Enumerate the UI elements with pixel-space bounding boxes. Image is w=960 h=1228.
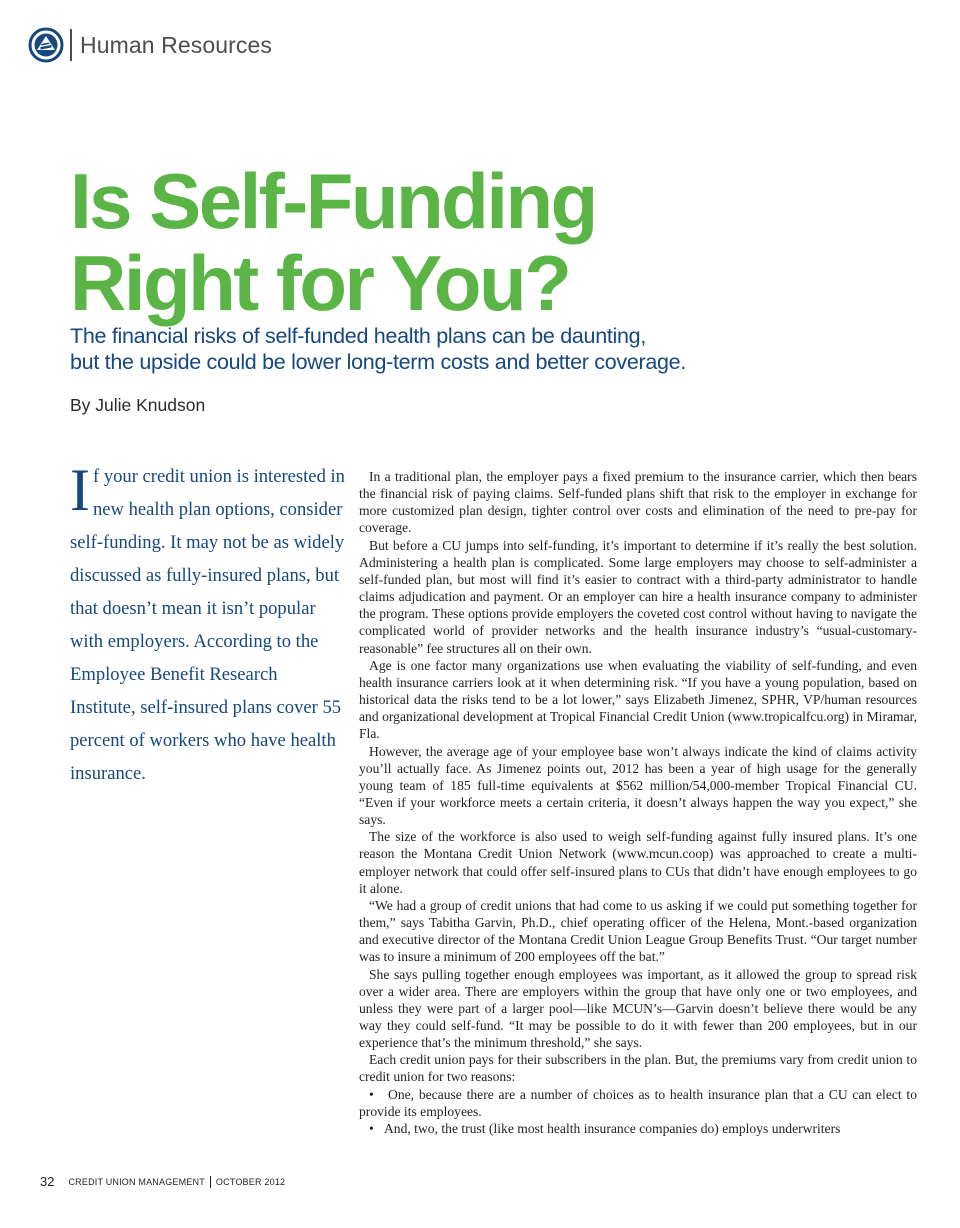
body-paragraph: The size of the workforce is also used to weigh self-funding against fully insured plans. It’s one reason the Montana Credit Union Network (www.mcun.coop) was approached to create a multi-employer network that could offer self-insured plans to CUs that didn’t have enough employees to go it alone. — [359, 829, 917, 896]
bullet-text: And, two, the trust (like most health insurance companies do) employs underwriters — [383, 1120, 841, 1136]
body-paragraph: However, the average age of your employee base won’t always indicate the kind of claims activity you’ll actually face. As Jimenez points out, 2012 has been a year of high usage for the generally young team of 185 full-time equivalents at $562 million/54,000-member Tropical Financial CU. “Even if your workforce meets a certain criteria, it doesn’t always happen the way you expect,” she says. — [359, 743, 917, 828]
body-paragraph: Each credit union pays for their subscribers in the plan. But, the premiums vary from credit union to credit union for two reasons: — [359, 1052, 917, 1085]
credit-union-logo-icon — [28, 27, 64, 63]
deck-line-2: but the upside could be lower long-term costs and better coverage. — [70, 349, 687, 374]
body-paragraph: Age is one factor many organizations use when evaluating the viability of self-funding, and even health insurance carriers look at it when determining risk. “If you have a young population, based on historical data the risks tend to be a lot lower,” says Elizabeth Jimenez, SPHR, VP/human resources and organizational development at Tropical Financial Credit Union (www.tropicalfcu.org) in Miramar, Fla. — [359, 657, 917, 742]
title-line-1: Is Self-Funding — [70, 157, 596, 245]
page-number: 32 — [40, 1174, 55, 1189]
body-paragraph: In a traditional plan, the employer pays a fixed premium to the insurance carrier, which then bears the financial risk of paying claims. Self-funded plans shift that risk to the employer in exchange for more customized plan design, tighter control over costs and elimination of the need to pre-pay for coverage. — [359, 469, 917, 536]
bullet-text: One, because there are a number of choices as to health insurance plan that a CU can elect to provide its employees. — [359, 1086, 918, 1119]
page-footer — [40, 1174, 285, 1189]
pull-quote-text: f your credit union is interested in new health plan options, consider self-funding. It may not be as widely discussed as fully-insured plans, but that doesn’t mean it isn’t popular with employers. According to the Employee Benefit Research Institute, self-insured plans cover 55 percent of workers who have health insurance. — [70, 466, 345, 784]
drop-cap: I — [70, 457, 90, 523]
page-header — [28, 26, 272, 64]
bullet-dot: • — [369, 1086, 374, 1102]
deck-line-1: The financial risks of self-funded health plans can be daunting, — [70, 324, 647, 348]
bullet-item — [359, 1086, 917, 1120]
section-label: Human Resources — [80, 31, 272, 58]
issue-date: OCTOBER 2012 — [215, 1176, 286, 1187]
header-divider — [70, 29, 72, 61]
article-body — [359, 468, 917, 1137]
byline: By Julie Knudson — [70, 395, 206, 415]
article-deck — [70, 324, 930, 375]
publication-name: CREDIT UNION MANAGEMENT — [68, 1176, 205, 1187]
body-paragraph: She says pulling together enough employees was important, as it allowed the group to spread risk over a wider area. There are employers within the group that have only one or two employees, and unless they were part of a larger pool—like MCUN’s—Garvin doesn’t believe there would be any way they could self-fund. “It may be possible to do it with fewer than 200 employees, but in our experience that’s the minimum threshold,” she says. — [359, 966, 917, 1051]
body-paragraph: But before a CU jumps into self-funding, it’s important to determine if it’s really the best solution. Administering a health plan is complicated. Some large employers may choose to self-administer a self-funded plan, but most will find it’s easier to contract with a third-party administrator to handle claims adjudication and payment. Or an employer can hire a health insurance company to administer the program. These options provide employers the coveted cost control without having to navigate the complicated world of provider networks and the health insurance industry’s “usual-customary-reasonable” fee structures all on their own. — [359, 537, 917, 656]
footer-divider — [210, 1176, 211, 1188]
body-paragraph: “We had a group of credit unions that had come to us asking if we could put something together for them,” says Tabitha Garvin, Ph.D., chief operating officer of the Helena, Mont.-based organization and executive director of the Montana Credit Union League Group Benefits Trust. “Our target number was to insure a minimum of 200 employees off the bat.” — [359, 897, 917, 965]
pull-quote — [70, 457, 345, 790]
article-title — [70, 157, 890, 327]
title-line-2: Right for You? — [70, 239, 570, 327]
bullet-dot: • — [369, 1120, 374, 1136]
bullet-item — [359, 1120, 917, 1137]
